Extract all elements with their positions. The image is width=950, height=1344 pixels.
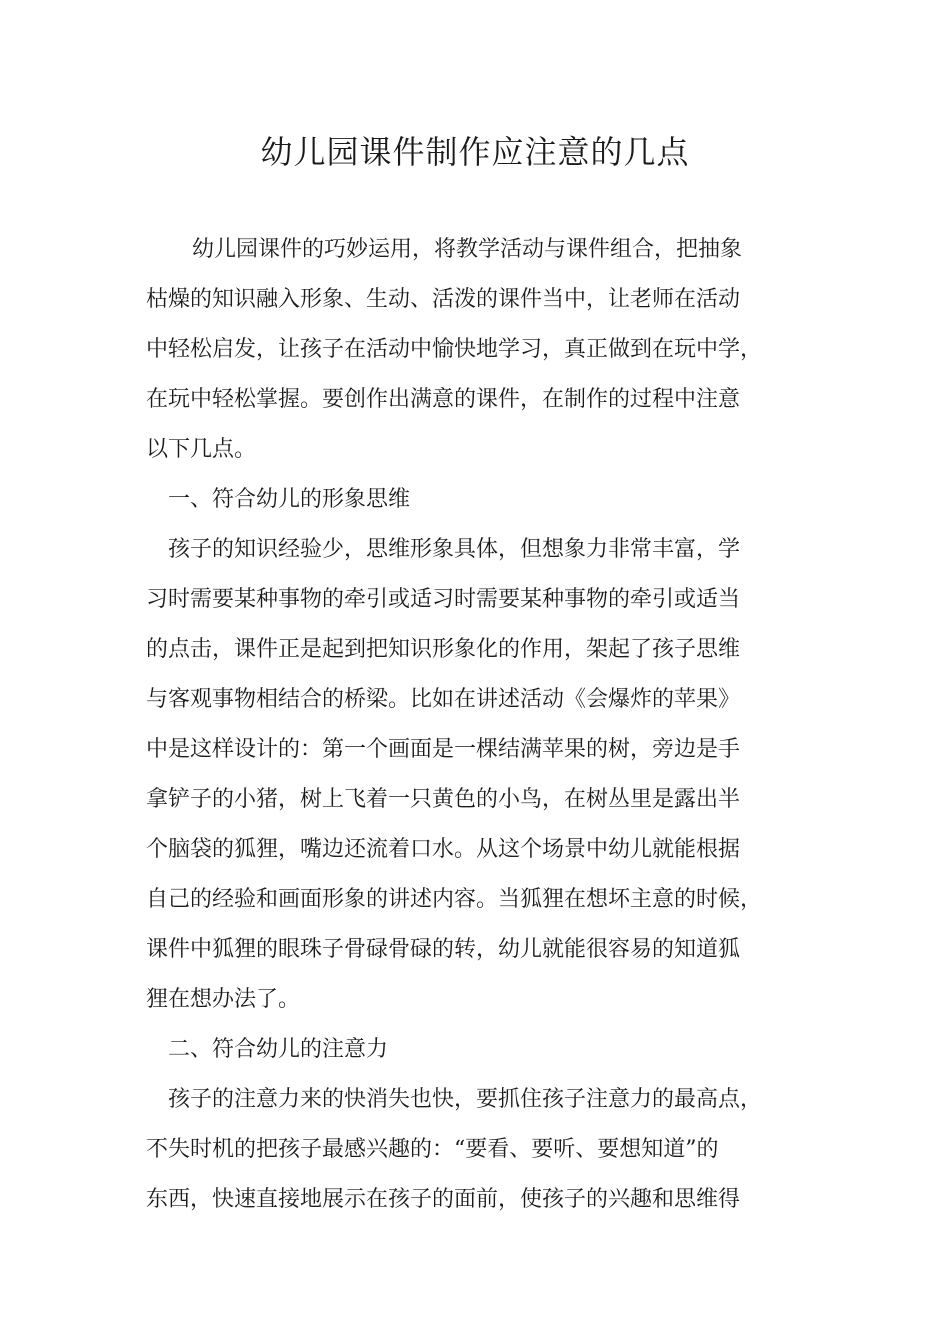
section-heading: 二、符合幼儿的注意力 bbox=[168, 1037, 389, 1062]
text-line: 孩子的注意力来的快消失也快，要抓住孩子注意力的最高点， bbox=[168, 1087, 763, 1112]
text-line: 幼儿园课件的巧妙运用，将教学活动与课件组合，把抽象 bbox=[192, 237, 743, 262]
text-line: 习时需要某种事物的牵引或适习时需要某种事物的牵引或适当 bbox=[146, 587, 741, 612]
text-line: 东西，快速直接地展示在孩子的面前，使孩子的兴趣和思维得 bbox=[146, 1187, 741, 1212]
text-line: 拿铲子的小猪，树上飞着一只黄色的小鸟，在树丛里是露出半 bbox=[146, 787, 741, 812]
text-line: 以下几点。 bbox=[146, 437, 257, 462]
text-line: 自己的经验和画面形象的讲述内容。当狐狸在想坏主意的时候， bbox=[146, 887, 763, 912]
section-heading: 一、符合幼儿的形象思维 bbox=[168, 487, 411, 512]
text-line: 孩子的知识经验少，思维形象具体，但想象力非常丰富，学 bbox=[168, 537, 741, 562]
text-line: 与客观事物相结合的桥梁。比如在讲述活动《会爆炸的苹果》 bbox=[146, 687, 741, 712]
paragraph-section-1 bbox=[146, 525, 826, 1025]
text-line: 中轻松启发，让孩子在活动中愉快地学习，真正做到在玩中学， bbox=[146, 337, 763, 362]
text-line: 在玩中轻松掌握。要创作出满意的课件，在制作的过程中注意 bbox=[146, 387, 741, 412]
section-heading-2 bbox=[146, 1025, 826, 1075]
section-heading-1 bbox=[146, 475, 826, 525]
text-line: 不失时机的把孩子最感兴趣的：“要看、要听、要想知道”的 bbox=[146, 1137, 719, 1162]
document-title: 幼儿园课件制作应注意的几点 bbox=[260, 133, 690, 171]
document-body bbox=[146, 225, 826, 1225]
text-line: 狸在想办法了。 bbox=[146, 987, 301, 1012]
text-line: 枯燥的知识融入形象、生动、活泼的课件当中，让老师在活动 bbox=[146, 287, 741, 312]
text-line: 的点击，课件正是起到把知识形象化的作用，架起了孩子思维 bbox=[146, 637, 741, 662]
text-line: 个脑袋的狐狸，嘴边还流着口水。从这个场景中幼儿就能根据 bbox=[146, 837, 741, 862]
text-line: 课件中狐狸的眼珠子骨碌骨碌的转，幼儿就能很容易的知道狐 bbox=[146, 937, 741, 962]
paragraph-intro bbox=[146, 225, 826, 475]
text-line: 中是这样设计的：第一个画面是一棵结满苹果的树，旁边是手 bbox=[146, 737, 741, 762]
paragraph-section-2 bbox=[146, 1075, 826, 1225]
